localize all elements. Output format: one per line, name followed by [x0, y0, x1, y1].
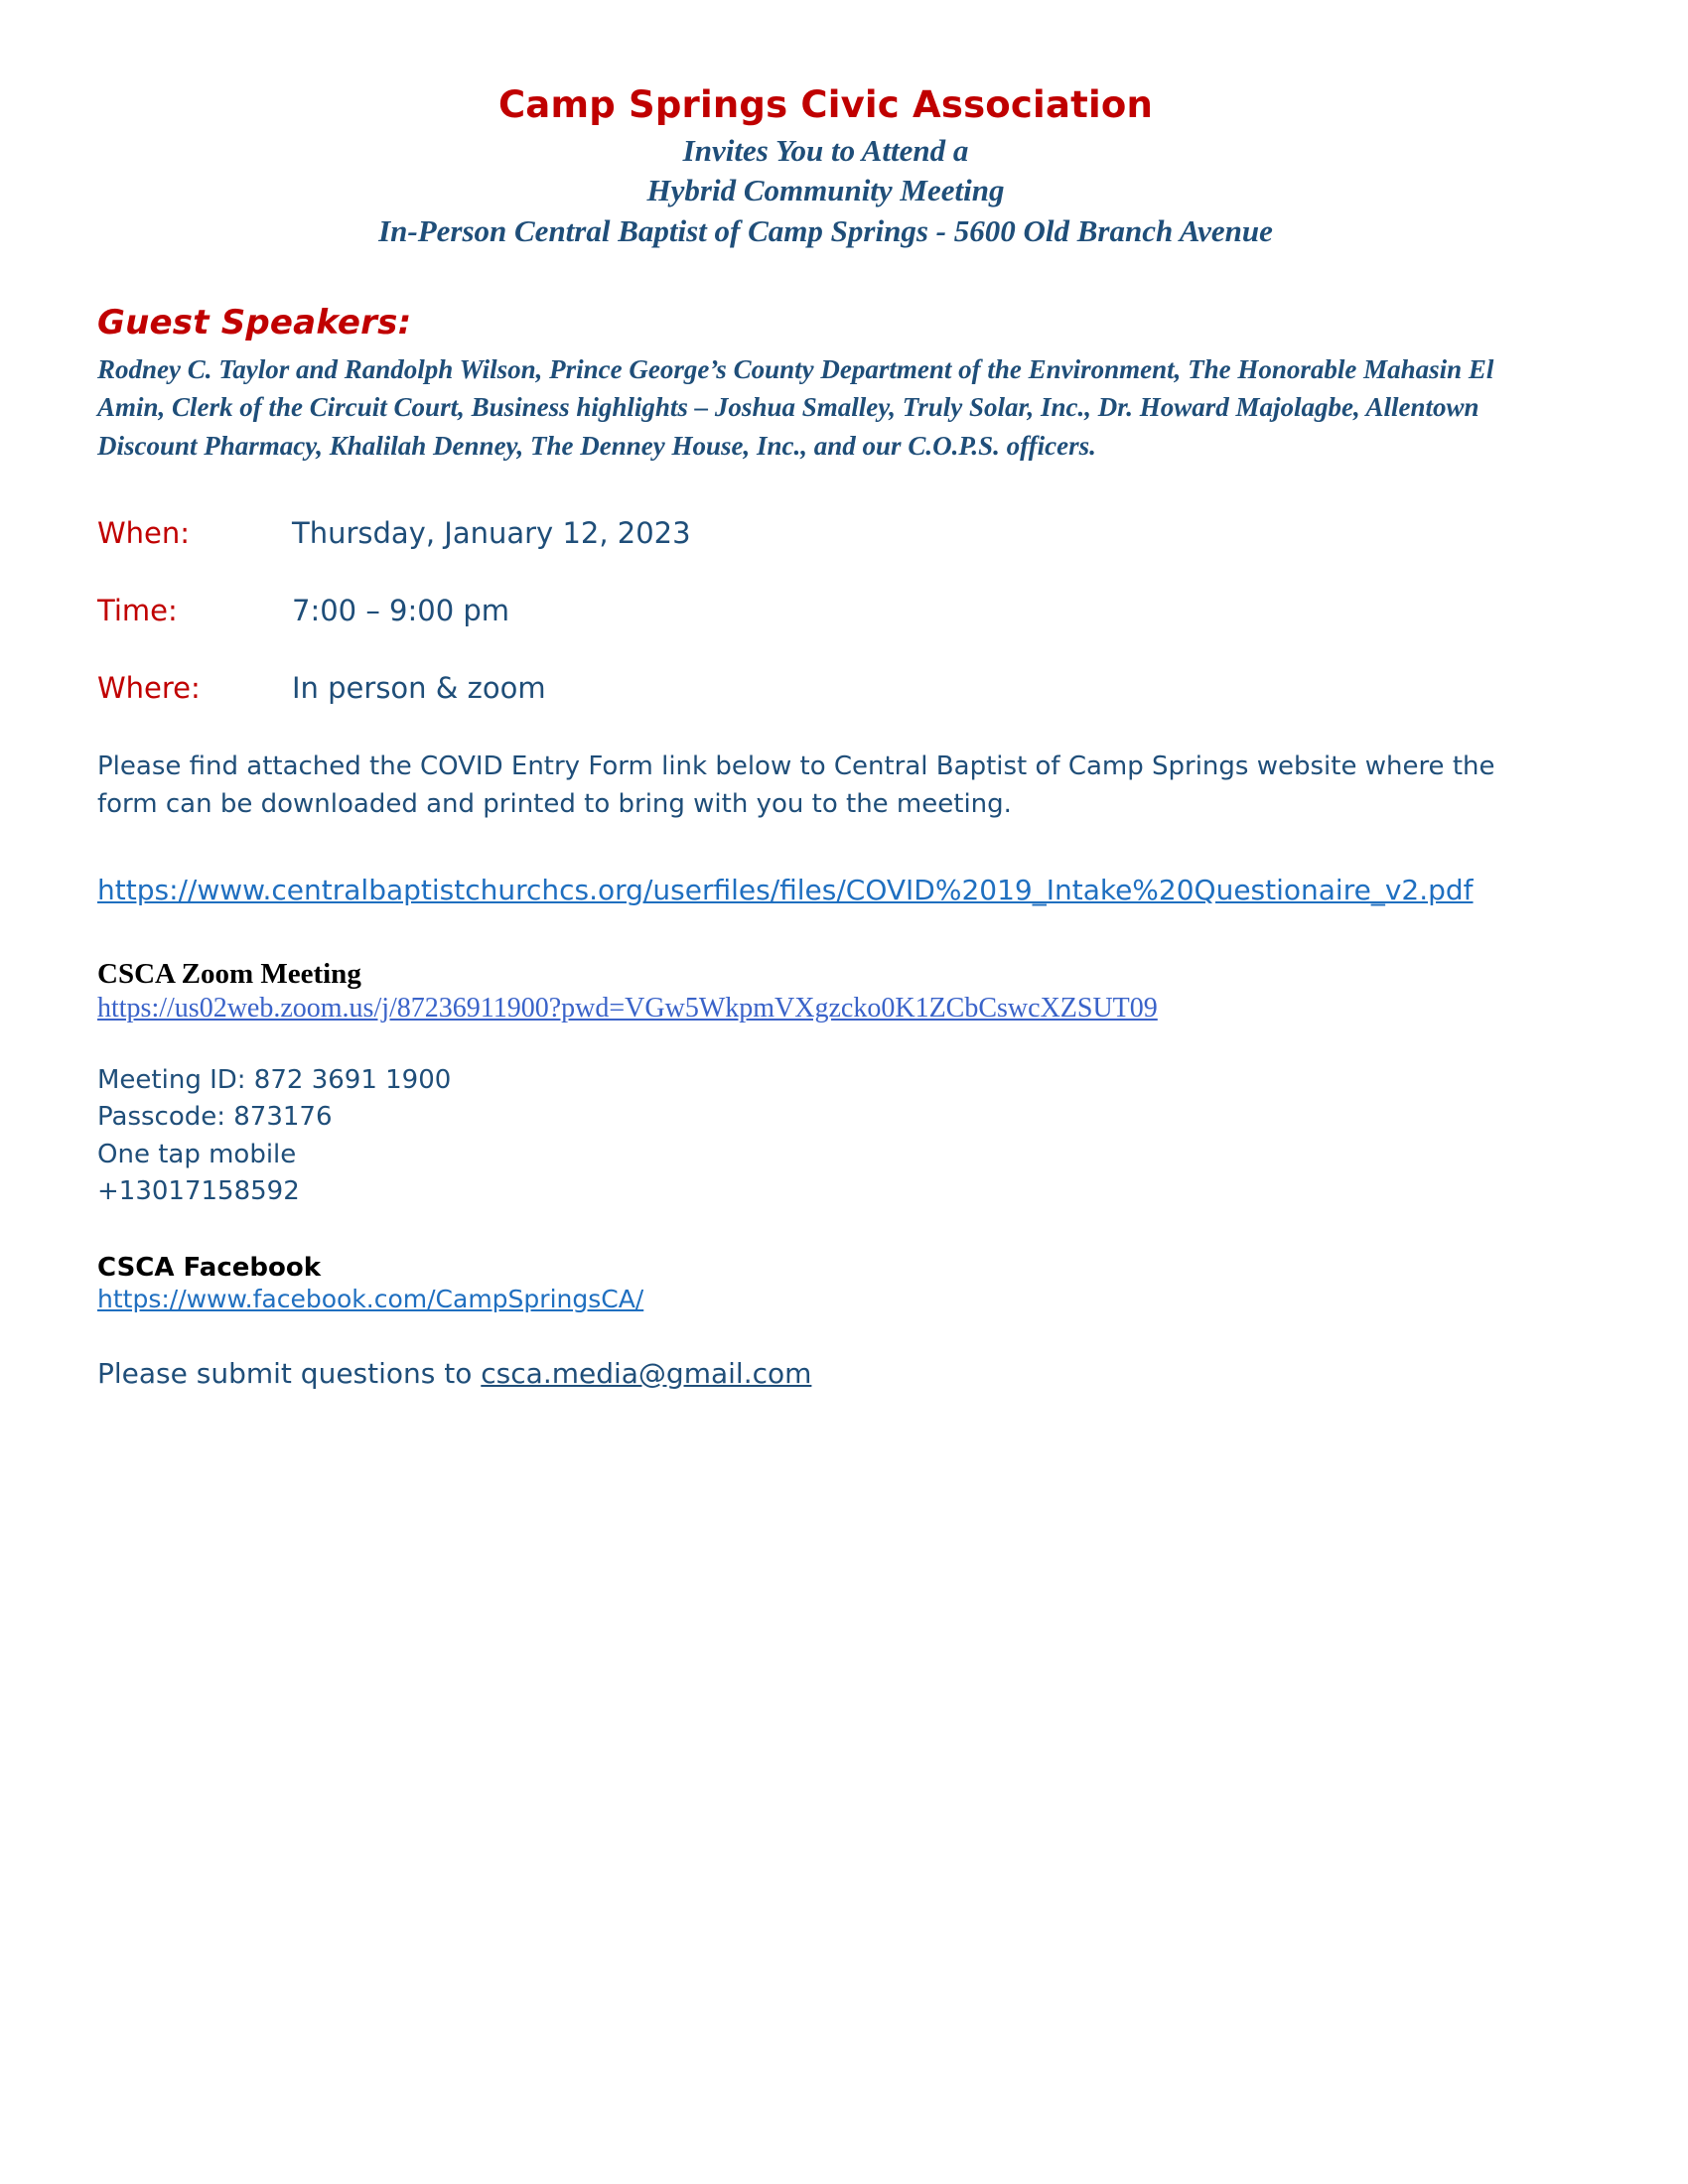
zoom-section	[97, 958, 1554, 1211]
document-header	[97, 85, 1554, 251]
zoom-meeting-id: Meeting ID: 872 3691 1900	[97, 1064, 452, 1095]
invite-line-2: Hybrid Community Meeting	[646, 173, 1005, 208]
where-value: In person & zoom	[292, 670, 546, 705]
questions-line	[97, 1357, 1554, 1390]
guest-speakers-section	[97, 303, 1554, 465]
time-value: 7:00 – 9:00 pm	[292, 593, 510, 627]
detail-row-where	[97, 671, 1554, 705]
detail-row-time	[97, 594, 1554, 627]
when-value: Thursday, January 12, 2023	[292, 515, 691, 550]
zoom-phone-number: +13017158592	[97, 1176, 300, 1207]
facebook-heading: CSCA Facebook	[97, 1252, 321, 1283]
facebook-section	[97, 1253, 1554, 1313]
questions-prefix: Please submit questions to	[97, 1356, 482, 1390]
zoom-one-tap-label: One tap mobile	[97, 1139, 297, 1169]
zoom-heading: CSCA Zoom Meeting	[97, 957, 361, 990]
when-label: When:	[97, 515, 191, 550]
guest-speakers-heading: Guest Speakers:	[97, 302, 412, 342]
event-details	[97, 516, 1554, 705]
zoom-meeting-info	[97, 1062, 1554, 1211]
zoom-passcode: Passcode: 873176	[97, 1102, 333, 1133]
facebook-link[interactable]: https://www.facebook.com/CampSpringsCA/	[97, 1284, 644, 1313]
covid-note: Please find attached the COVID Entry Form link below to Central Baptist of Camp Springs website where the form can be downloaded and printed to bring with you to the meeting.	[97, 751, 1495, 819]
detail-row-when	[97, 516, 1554, 550]
invite-line-1: Invites You to Attend a	[682, 132, 969, 168]
covid-form-link[interactable]: https://www.centralbaptistchurchcs.org/userfiles/files/COVID%2019_Intake%20Questionaire_v2.pdf	[97, 874, 1474, 907]
where-label: Where:	[97, 670, 201, 705]
invite-line-3: In-Person Central Baptist of Camp Springs - 5600 Old Branch Avenue	[378, 212, 1273, 248]
guest-speakers-body: Rodney C. Taylor and Randolph Wilson, Prince George’s County Department of the Environment, The Honorable Mahasin El Amin, Clerk of the Circuit Court, Business highlights – Joshua Smalley, Truly Solar, Inc., Dr. Howard Majolagbe, Allentown Discount Pharmacy, Khalilah Denney, The Denney House, Inc., and our C.O.P.S. officers.	[97, 353, 1494, 461]
covid-link-block	[97, 871, 1554, 910]
organization-title: Camp Springs Civic Association	[497, 83, 1154, 126]
contact-email-link[interactable]: csca.media@gmail.com	[481, 1356, 812, 1390]
time-label: Time:	[97, 593, 178, 627]
zoom-meeting-link[interactable]: https://us02web.zoom.us/j/87236911900?pwd=VGw5WkpmVXgzcko0K1ZCbCswcXZSUT09	[97, 992, 1158, 1024]
